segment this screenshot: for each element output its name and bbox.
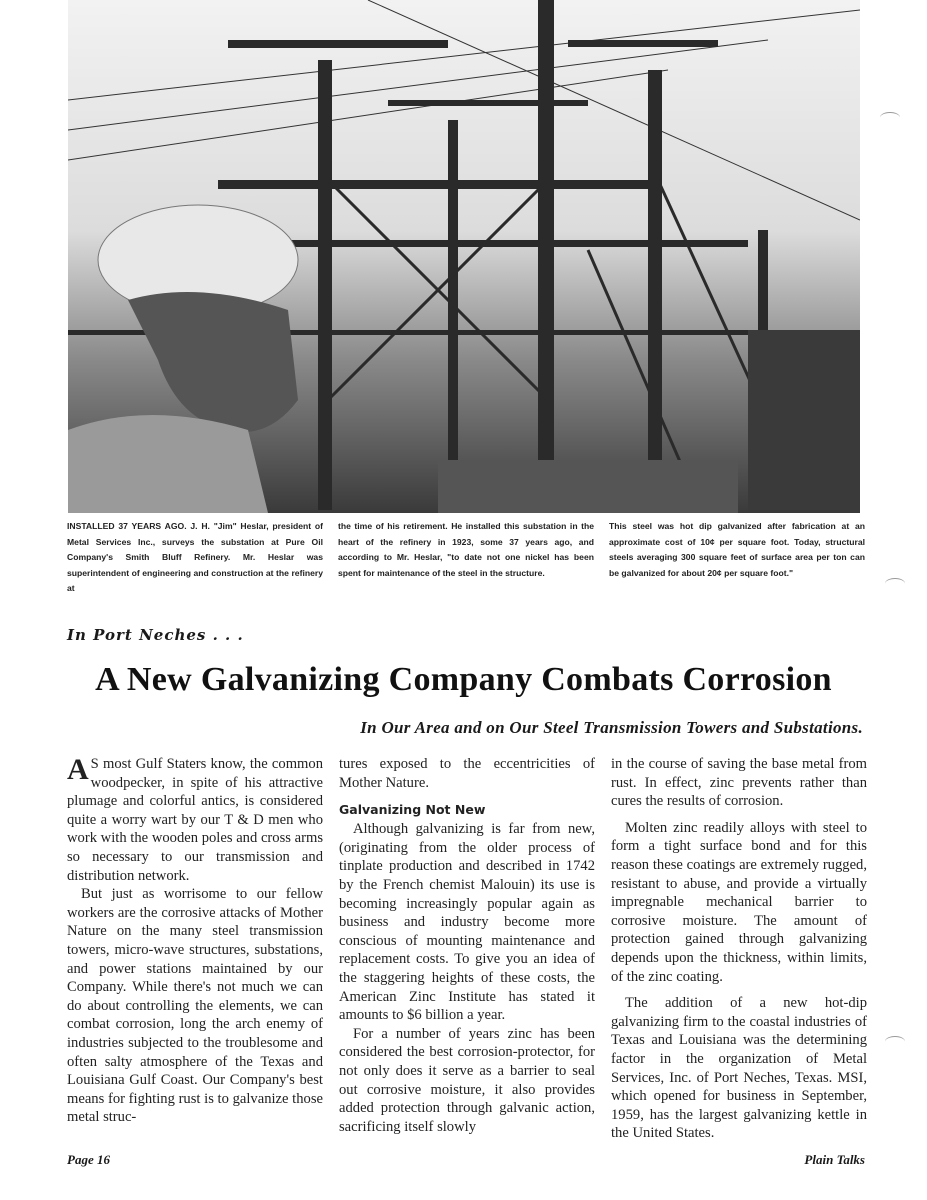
- publication-name: Plain Talks: [804, 1152, 865, 1167]
- paragraph: Molten zinc readily alloys with steel to form a tight surface bond and for this reason these coatings are extremely rugged, resistant to abuse, and provide a virtually impregnable mechanical barrier to corrosive moisture. The amount of protection gained through galvanizing depends upon the thickness, within limits, of the zinc coating.: [611, 819, 867, 985]
- paragraph: The addition of a new hot-dip galvanizing firm to the coastal industries of Texas and Louisiana was the determining factor in the organization of Metal Services, Inc. of Port Neches, Texas. MSI, which opened for business in September, 1959, has the largest galvanizing kettle in the United States.: [611, 995, 867, 1142]
- photo-caption-col-1: INSTALLED 37 YEARS AGO. J. H. "Jim" Heslar, president of Metal Services Inc., surveys the substation at Pure Oil Company's Smith Bluff Refinery. Mr. Heslar was superintendent of engineering and construction at the refinery at: [67, 521, 323, 593]
- paragraph: Although galvanizing is far from new, (originating from the older process of tinplate production and described in 1742 by the French chemist Malouin) its use is becoming increasingly popular again as business and industry become more conscious of mounting maintenance and replacement costs. To give you an idea of the staggering heights of these costs, the American Zinc Institute has stated it amounts to $6 billion a year.: [339, 821, 595, 1024]
- article-subtitle: In Our Area and on Our Steel Transmission Towers and Substations.: [360, 718, 863, 737]
- section-heading: Galvanizing Not New: [339, 802, 486, 818]
- binding-hole-mark: [885, 578, 905, 589]
- paragraph: in the course of saving the base metal from rust. In effect, zinc prevents rather than cures the results of corrosion.: [611, 756, 867, 810]
- binding-hole-mark: [885, 1036, 905, 1047]
- photo-caption-col-2: the time of his retirement. He installed this substation in the heart of the refinery in 1923, some 37 years ago, and according to Mr. Heslar, "to date not one nickel has been spent for maintenance of the steel in the structure.: [338, 521, 594, 578]
- substation-photo: [68, 0, 860, 513]
- paragraph: tures exposed to the eccentricities of Mother Nature.: [339, 756, 595, 791]
- drop-cap: A: [67, 753, 89, 786]
- paragraph-text: S most Gulf Staters know, the common woodpecker, in spite of his attractive plumage and colorful antics, is considered quite a worry wart by our T & D men who work with the wooden poles and cross arms so necessary to our transmission and distribution network.: [67, 756, 323, 884]
- kicker: In Port Neches . . .: [67, 626, 244, 644]
- body-column-3: [611, 755, 867, 1142]
- binding-hole-mark: [880, 112, 900, 123]
- photo-caption-col-3: This steel was hot dip galvanized after fabrication at an approximate cost of 10¢ per square foot. Today, structural steels averaging 300 square feet of surface area per ton can be galvanized for about 20¢ per square foot.": [609, 521, 865, 578]
- paragraph: For a number of years zinc has been considered the best corrosion-protector, for not only does it serve as a barrier to seal out corrosive moisture, it also provides added protection through galvanic action, sacrificing itself slowly: [339, 1025, 595, 1135]
- body-column-1: [67, 755, 323, 1135]
- article-title: A New Galvanizing Company Combats Corrosion: [95, 661, 832, 698]
- paragraph: But just as worrisome to our fellow workers are the corrosive attacks of Mother Nature on the many steel transmission towers, micro-wave structures, substations, and power stations maintained by our Company. While there's not much we can do about controlling the elements, we can combat corrosion, long the arch enemy of industries subjected to the troublesome and often salty atmosphere of the Texas and Louisiana Gulf Coast. Our Company's best means for fighting rust is to galvanize those metal struc-: [67, 886, 323, 1126]
- paragraph: [67, 755, 323, 885]
- page-number: Page 16: [67, 1152, 110, 1167]
- body-column-2: [339, 755, 595, 1135]
- substation-photo-illustration: [68, 0, 860, 513]
